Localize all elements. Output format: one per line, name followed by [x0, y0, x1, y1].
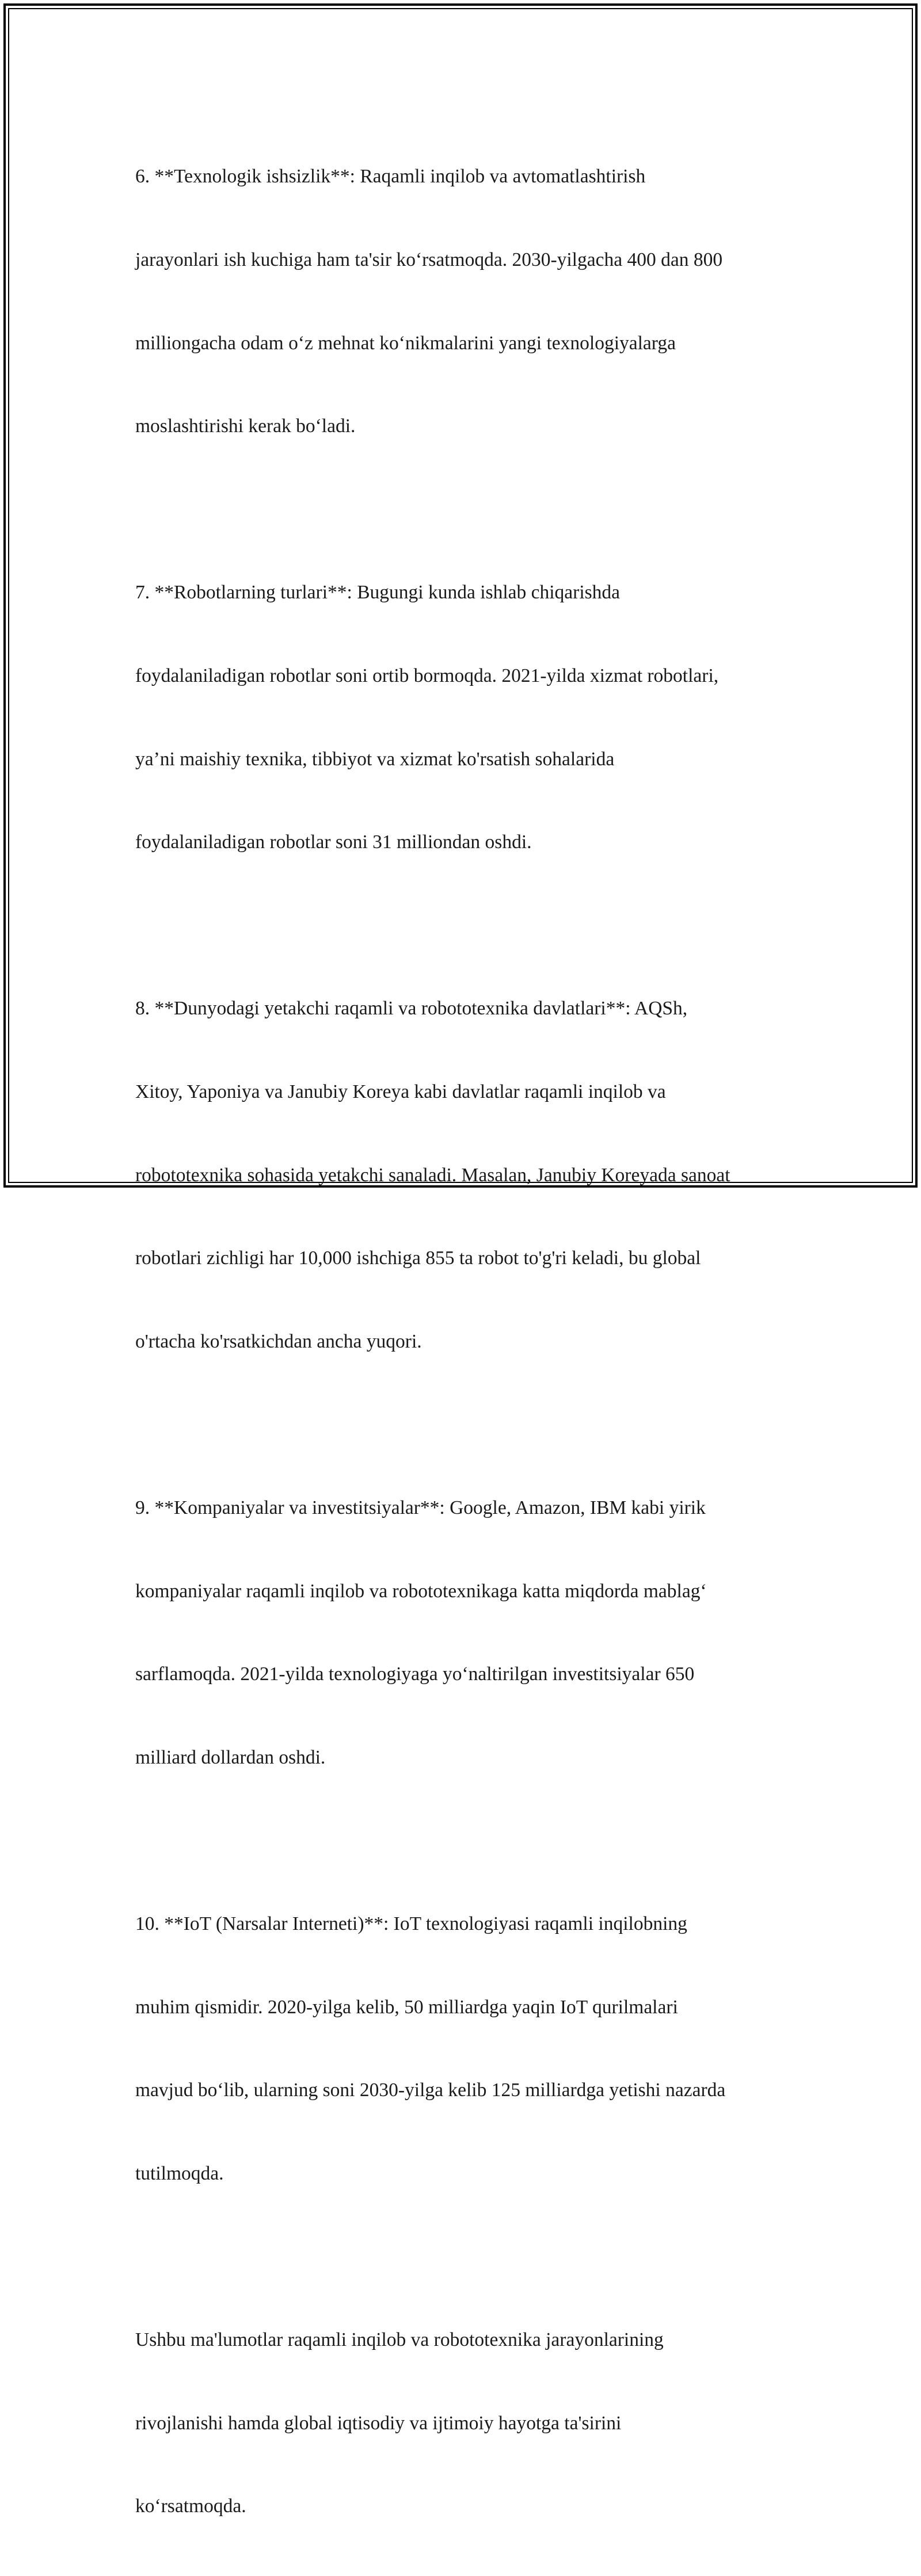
line: milliard dollardan oshdi. — [135, 1746, 326, 1768]
line: 6. **Texnologik ishsizlik**: Raqamli inqilob va avtomatlashtirish — [135, 166, 646, 188]
line: mavjud boʻlib, ularning soni 2030-yilga kelib 125 milliardga yetishi nazarda — [135, 2079, 726, 2101]
line: o'rtacha ko'rsatkichdan ancha yuqori. — [135, 1330, 422, 1352]
line: robototexnika sohasida yetakchi sanaladi. Masalan, Janubiy Koreyada sanoat — [135, 1164, 730, 1186]
line: muhim qismidir. 2020-yilga kelib, 50 milliardga yaqin IoT qurilmalari — [135, 1996, 678, 2018]
paragraph-9 — [135, 1439, 797, 1827]
line: moslashtirishi kerak boʻladi. — [135, 415, 356, 437]
paragraph-6 — [135, 108, 797, 496]
line: sarflamoqda. 2021-yilda texnologiyaga yoʻnaltirilgan investitsiyalar 650 — [135, 1663, 695, 1685]
document-body — [135, 108, 797, 2576]
line: 10. **IoT (Narsalar Interneti)**: IoT texnologiyasi raqamli inqilobning — [135, 1913, 687, 1935]
line: 9. **Kompaniyalar va investitsiyalar**: Google, Amazon, IBM kabi yirik — [135, 1497, 706, 1519]
paragraph-8 — [135, 940, 797, 1411]
paragraph-10 — [135, 1855, 797, 2243]
line: milliongacha odam oʻz mehnat koʻnikmalarini yangi texnologiyalarga — [135, 332, 676, 354]
line: koʻrsatmoqda. — [135, 2495, 246, 2517]
line: kompaniyalar raqamli inqilob va robototexnikaga katta miqdorda mablagʻ — [135, 1580, 707, 1602]
line: robotlari zichligi har 10,000 ishchiga 855 ta robot to'g'ri keladi, bu global — [135, 1247, 701, 1269]
line: 8. **Dunyodagi yetakchi raqamli va robototexnika davlatlari**: AQSh, — [135, 998, 688, 1020]
line: Xitoy, Yaponiya va Janubiy Koreya kabi davlatlar raqamli inqilob va — [135, 1081, 666, 1103]
paragraph-conclusion — [135, 2271, 797, 2576]
paragraph-7 — [135, 524, 797, 912]
line: foydalaniladigan robotlar soni 31 milliondan oshdi. — [135, 831, 532, 853]
line: 7. **Robotlarning turlari**: Bugungi kunda ishlab chiqarishda — [135, 582, 621, 604]
line: ya’ni maishiy texnika, tibbiyot va xizmat ko'rsatish sohalarida — [135, 748, 615, 770]
line: foydalaniladigan robotlar soni ortib bormoqda. 2021-yilda xizmat robotlari, — [135, 665, 719, 687]
line: tutilmoqda. — [135, 2162, 224, 2184]
line: Ushbu ma'lumotlar raqamli inqilob va robototexnika jarayonlarining — [135, 2329, 664, 2351]
line: rivojlanishi hamda global iqtisodiy va ijtimoiy hayotga ta'sirini — [135, 2412, 622, 2434]
line: jarayonlari ish kuchiga ham ta'sir koʻrsatmoqda. 2030-yilgacha 400 dan 800 — [135, 249, 723, 271]
